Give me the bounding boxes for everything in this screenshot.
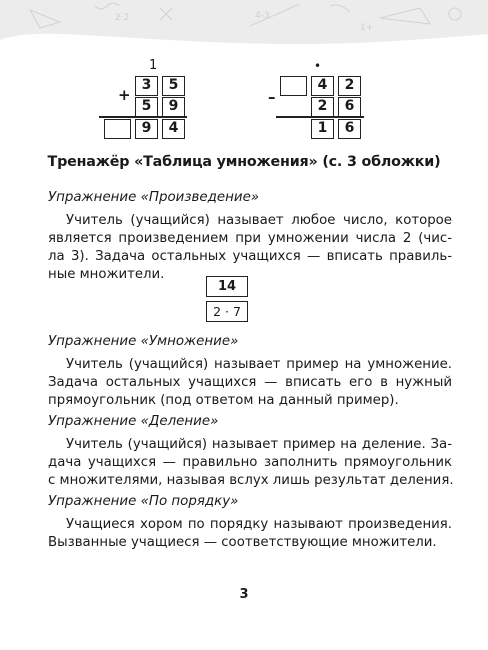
- digit-cell: 1: [311, 119, 334, 139]
- exercise-title: Упражнение «Умножение»: [48, 334, 239, 349]
- section-heading: Тренажёр «Таблица умножения» (с. 3 обложки): [47, 154, 441, 170]
- exercise-title: Упражнение «По порядку»: [48, 494, 239, 509]
- borrow-mark: •: [314, 59, 322, 73]
- digit-cell: 5: [162, 76, 185, 96]
- sum-line: [99, 116, 187, 118]
- digit-cell: 2: [338, 76, 361, 96]
- product-cell: 14: [206, 276, 248, 297]
- exercise-text: [48, 356, 452, 410]
- text-line: является произведением при умножении числа 2 (чис-: [48, 231, 452, 246]
- digit-cell: [104, 119, 131, 139]
- svg-text:4-3: 4-3: [255, 11, 270, 21]
- digit-cell: 5: [135, 97, 158, 117]
- factors-cell: 2 · 7: [206, 301, 248, 322]
- minus-sign: –: [268, 88, 276, 106]
- digit-cell: 3: [135, 76, 158, 96]
- text-line: ные множители.: [48, 267, 165, 282]
- text-line: Задача остальных учащихся — вписать его в нужный: [48, 375, 452, 390]
- digit-cell: 9: [162, 97, 185, 117]
- carry-digit: 1: [149, 58, 158, 73]
- text-line: Вызванные учащиеся — соответствующие множители.: [48, 535, 437, 550]
- exercise-title: Упражнение «Деление»: [48, 414, 219, 429]
- text-line: Учитель (учащийся) называет пример на деление. За-: [66, 437, 452, 452]
- page-number: 3: [239, 587, 249, 602]
- exercise-text: [48, 212, 452, 284]
- exercise-text: [48, 436, 452, 490]
- text-line: прямоугольник (под ответом на данный пример).: [48, 393, 399, 408]
- exercise-title: Упражнение «Произведение»: [48, 190, 260, 205]
- digit-cell: 6: [338, 119, 361, 139]
- digit-cell: 6: [338, 97, 361, 117]
- plus-sign: +: [118, 86, 131, 104]
- digit-cell: 4: [162, 119, 185, 139]
- header-decoration: [0, 0, 488, 52]
- text-line: ла 3). Задача остальных учащихся — вписать правиль-: [48, 249, 452, 264]
- digit-cell: 2: [311, 97, 334, 117]
- text-line: дача учащихся — правильно заполнить прямоугольник: [48, 455, 452, 470]
- digit-cell: 4: [311, 76, 334, 96]
- exercise-text: [48, 516, 452, 552]
- text-line: с множителями, называя вслух лишь результат деления.: [48, 473, 454, 488]
- svg-text:2·2: 2·2: [115, 13, 130, 23]
- text-line: Учитель (учащийся) называет любое число, которое: [66, 213, 452, 228]
- text-line: Учитель (учащийся) называет пример на умножение.: [66, 357, 452, 372]
- digit-cell: [280, 76, 307, 96]
- svg-text:1+: 1+: [360, 23, 374, 33]
- difference-line: [276, 116, 364, 118]
- text-line: Учащиеся хором по порядку называют произведения.: [66, 517, 452, 532]
- digit-cell: 9: [135, 119, 158, 139]
